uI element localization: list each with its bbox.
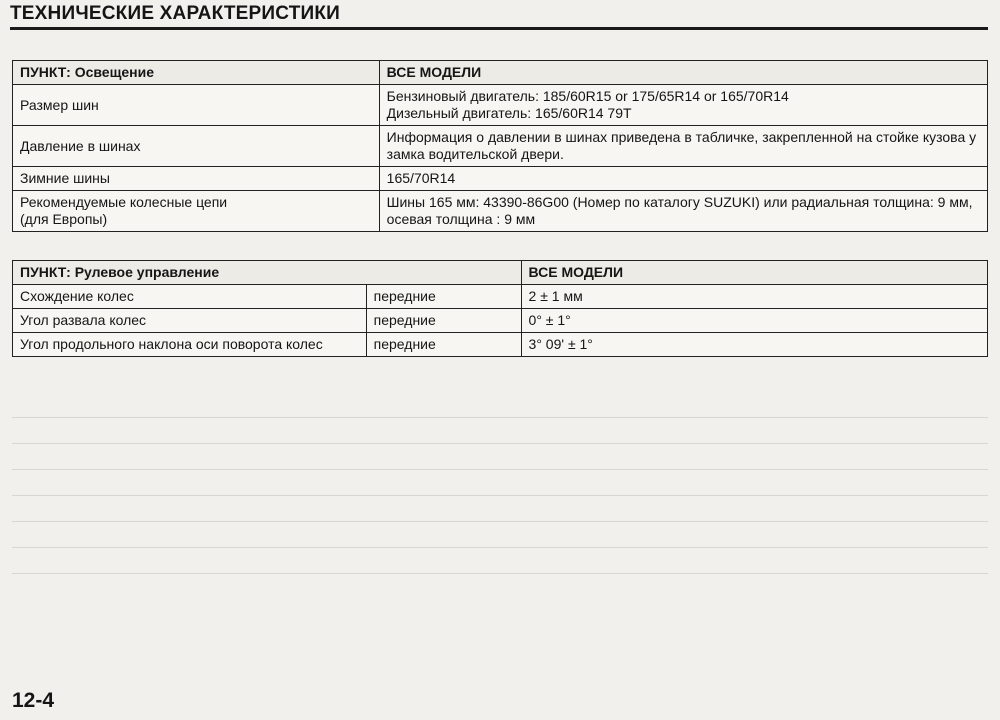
show-through-texture [12, 392, 988, 572]
table-header-row [13, 61, 988, 85]
table-header-row [13, 261, 988, 285]
label-line: (для Европы) [20, 211, 108, 227]
table-row [13, 285, 988, 309]
row-value: Шины 165 мм: 43390-86G00 (Номер по каталогу SUZUKI) или радиальная толщина: 9 мм, осевая толщина : 9 мм [379, 191, 987, 232]
table-row [13, 191, 988, 232]
row-position: передние [366, 309, 521, 333]
row-value: 2 ± 1 мм [521, 285, 987, 309]
page-header [10, 3, 988, 30]
row-item-label: Зимние шины [13, 167, 380, 191]
page-number: 12-4 [12, 689, 55, 712]
row-item-label: Угол продольного наклона оси поворота колес [13, 333, 367, 357]
value-line: Дизельный двигатель: 165/60R14 79T [386, 105, 632, 121]
table-row [13, 309, 988, 333]
row-value: 3° 09' ± 1° [521, 333, 987, 357]
column-header-item: ПУНКТ: Освещение [13, 61, 380, 85]
table-row [13, 167, 988, 191]
page-title: ТЕХНИЧЕСКИЕ ХАРАКТЕРИСТИКИ [10, 3, 341, 24]
row-value: 0° ± 1° [521, 309, 987, 333]
row-position: передние [366, 285, 521, 309]
row-item-label: Схождение колес [13, 285, 367, 309]
lighting-spec-table [12, 60, 988, 232]
label-line: Рекомендуемые колесные цепи [20, 194, 228, 210]
column-header-models: ВСЕ МОДЕЛИ [521, 261, 987, 285]
row-value [379, 85, 987, 126]
steering-spec-table [12, 260, 988, 357]
value-line: Бензиновый двигатель: 185/60R15 or 175/65R14 or 165/70R14 [386, 88, 789, 104]
row-value: Информация о давлении в шинах приведена в табличке, закрепленной на стойке кузова у замка водительской двери. [379, 126, 987, 167]
table-row [13, 333, 988, 357]
row-value: 165/70R14 [379, 167, 987, 191]
row-item-label [13, 191, 380, 232]
row-item-label: Угол развала колес [13, 309, 367, 333]
table-row [13, 85, 988, 126]
row-position: передние [366, 333, 521, 357]
table-row [13, 126, 988, 167]
column-header-item: ПУНКТ: Рулевое управление [13, 261, 522, 285]
row-item-label: Давление в шинах [13, 126, 380, 167]
row-item-label: Размер шин [13, 85, 380, 126]
column-header-models: ВСЕ МОДЕЛИ [379, 61, 987, 85]
